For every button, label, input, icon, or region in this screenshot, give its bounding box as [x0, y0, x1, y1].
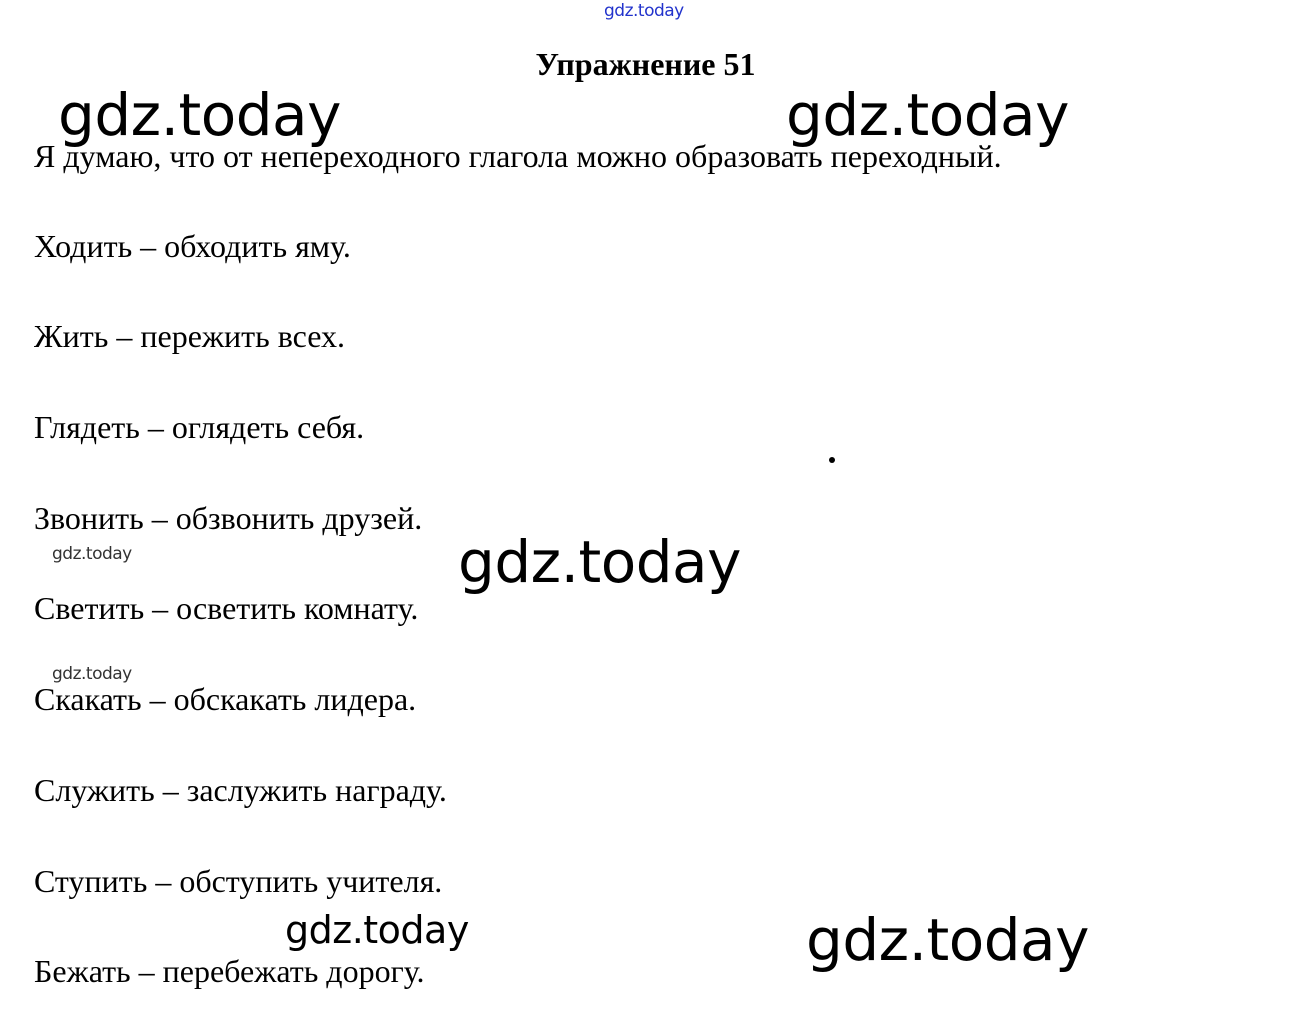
- verb-pair-line: Бежать – перебежать дорогу.: [34, 953, 425, 989]
- watermark-small: gdz.today: [52, 664, 132, 684]
- watermark-large-left: gdz.today: [58, 81, 341, 149]
- verb-pair-line: Звонить – обзвонить друзей.: [34, 500, 423, 536]
- watermark-large-bottom-right: gdz.today: [806, 906, 1089, 974]
- watermark-medium: gdz.today: [285, 908, 469, 952]
- watermark-large-right: gdz.today: [786, 81, 1069, 149]
- verb-pair-line: Ходить – обходить яму.: [34, 228, 351, 264]
- watermark-large-center: gdz.today: [458, 528, 741, 596]
- intro-sentence: Я думаю, что от непереходного глагола можно образовать переходный.: [34, 138, 1002, 174]
- stray-dot: [829, 457, 835, 463]
- verb-pair-line: Скакать – обскакать лидера.: [34, 681, 417, 717]
- watermark-small: gdz.today: [52, 544, 132, 564]
- page-title: Упражнение 51: [535, 46, 756, 82]
- verb-pair-line: Ступить – обступить учителя.: [34, 863, 443, 899]
- verb-pair-line: Глядеть – оглядеть себя.: [34, 409, 365, 445]
- watermark-top: gdz.today: [604, 1, 684, 21]
- verb-pair-line: Светить – осветить комнату.: [34, 590, 419, 626]
- verb-pair-line: Жить – пережить всех.: [34, 318, 346, 354]
- verb-pair-line: Служить – заслужить награду.: [34, 772, 447, 808]
